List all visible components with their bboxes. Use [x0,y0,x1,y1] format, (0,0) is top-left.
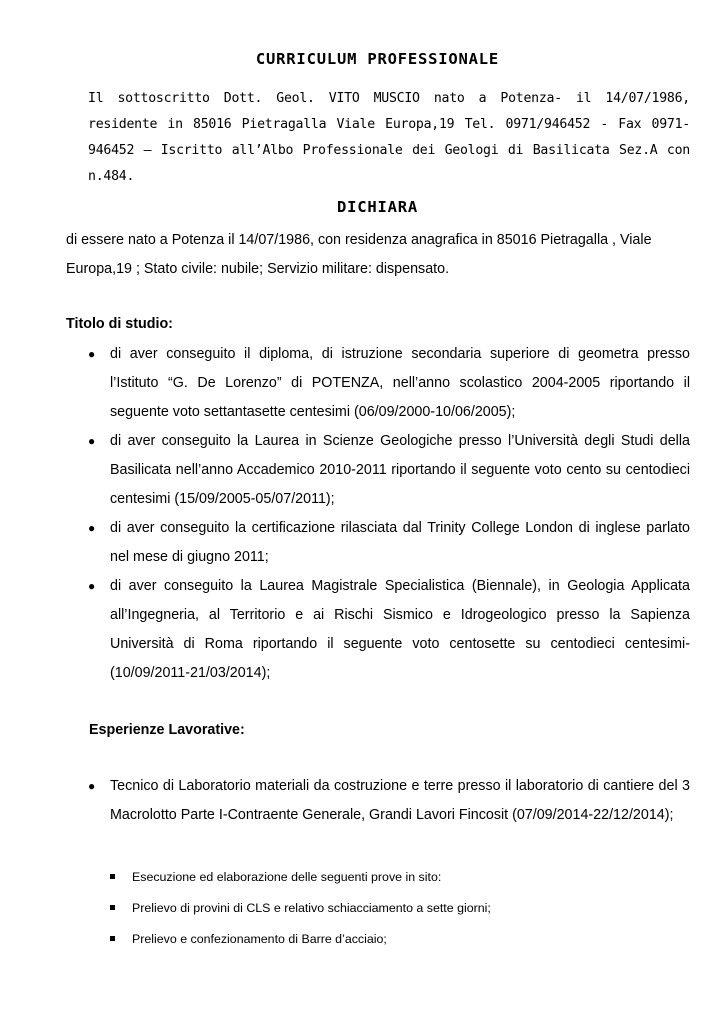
square-bullet-icon [110,874,115,879]
document-title: CURRICULUM PROFESSIONALE [255,50,500,68]
bullet-icon: ● [88,434,96,448]
declaration-heading: DICHIARA [336,198,419,216]
study-list [89,340,690,688]
list-item [89,427,690,514]
sub-item-text: Prelievo e confezionamento di Barre d’acciaio; [132,932,387,946]
sub-list-item [110,893,690,924]
sub-list-item [110,924,690,955]
bullet-icon: ● [88,521,96,535]
study-section-title: Titolo di studio: [66,316,173,332]
square-bullet-icon [110,936,115,941]
work-section-title: Esperienze Lavorative: [89,722,245,738]
study-item-text: di aver conseguito il diploma, di istruzione secondaria superiore di geometra presso l’Istituto “G. De Lorenzo” di POTENZA, nell’anno scolastico 2004-2005 riportando il seguente voto settantasette centesimi (06/09/2000-10/06/2005); [110,346,690,420]
bullet-icon: ● [88,347,96,361]
work-item-text: Tecnico di Laboratorio materiali da costruzione e terre presso il laboratorio di cantiere del 3 Macrolotto Parte I-Contraente Generale, Grandi Lavori Fincosit (07/09/2014-22/12/2014); [110,778,690,823]
square-bullet-icon [110,905,115,910]
sub-list-item [110,862,690,893]
sub-item-text: Esecuzione ed elaborazione delle seguenti prove in sito: [132,870,442,884]
bullet-icon: ● [88,779,96,793]
intro-paragraph: Il sottoscritto Dott. Geol. VITO MUSCIO nato a Potenza- il 14/07/1986, residente in 85016 Pietragalla Viale Europa,19 Tel. 0971/946452 - Fax 0971-946452 – Iscritto all’Albo Professionale dei Geologi di Basilicata Sez.A con n.484. [88,91,690,184]
list-item [89,772,690,830]
declaration-text: di essere nato a Potenza il 14/07/1986, con residenza anagrafica in 85016 Pietragalla , Viale Europa,19 ; Stato civile: nubile; Servizio militare: dispensato. [66,232,652,277]
work-list [89,772,690,830]
list-item [89,340,690,427]
study-item-text: di aver conseguito la Laurea Magistrale Specialistica (Biennale), in Geologia Applicata all’Ingegneria, al Territorio e ai Rischi Sismico e Idrogeologico presso la Sapienza Università di Roma riportando il seguente voto centosette su centodieci centesimi-(10/09/2011-21/03/2014); [110,578,690,681]
work-sub-list [110,862,690,955]
study-item-text: di aver conseguito la certificazione rilasciata dal Trinity College London di inglese parlato nel mese di giugno 2011; [110,520,690,565]
sub-item-text: Prelievo di provini di CLS e relativo schiacciamento a sette giorni; [132,901,491,915]
bullet-icon: ● [88,579,96,593]
list-item [89,514,690,572]
study-item-text: di aver conseguito la Laurea in Scienze Geologiche presso l’Università degli Studi della Basilicata nell’anno Accademico 2010-2011 riportando il seguente voto cento su centodieci centesimi (15/09/2005-05/07/2011); [110,433,690,507]
list-item [89,572,690,688]
